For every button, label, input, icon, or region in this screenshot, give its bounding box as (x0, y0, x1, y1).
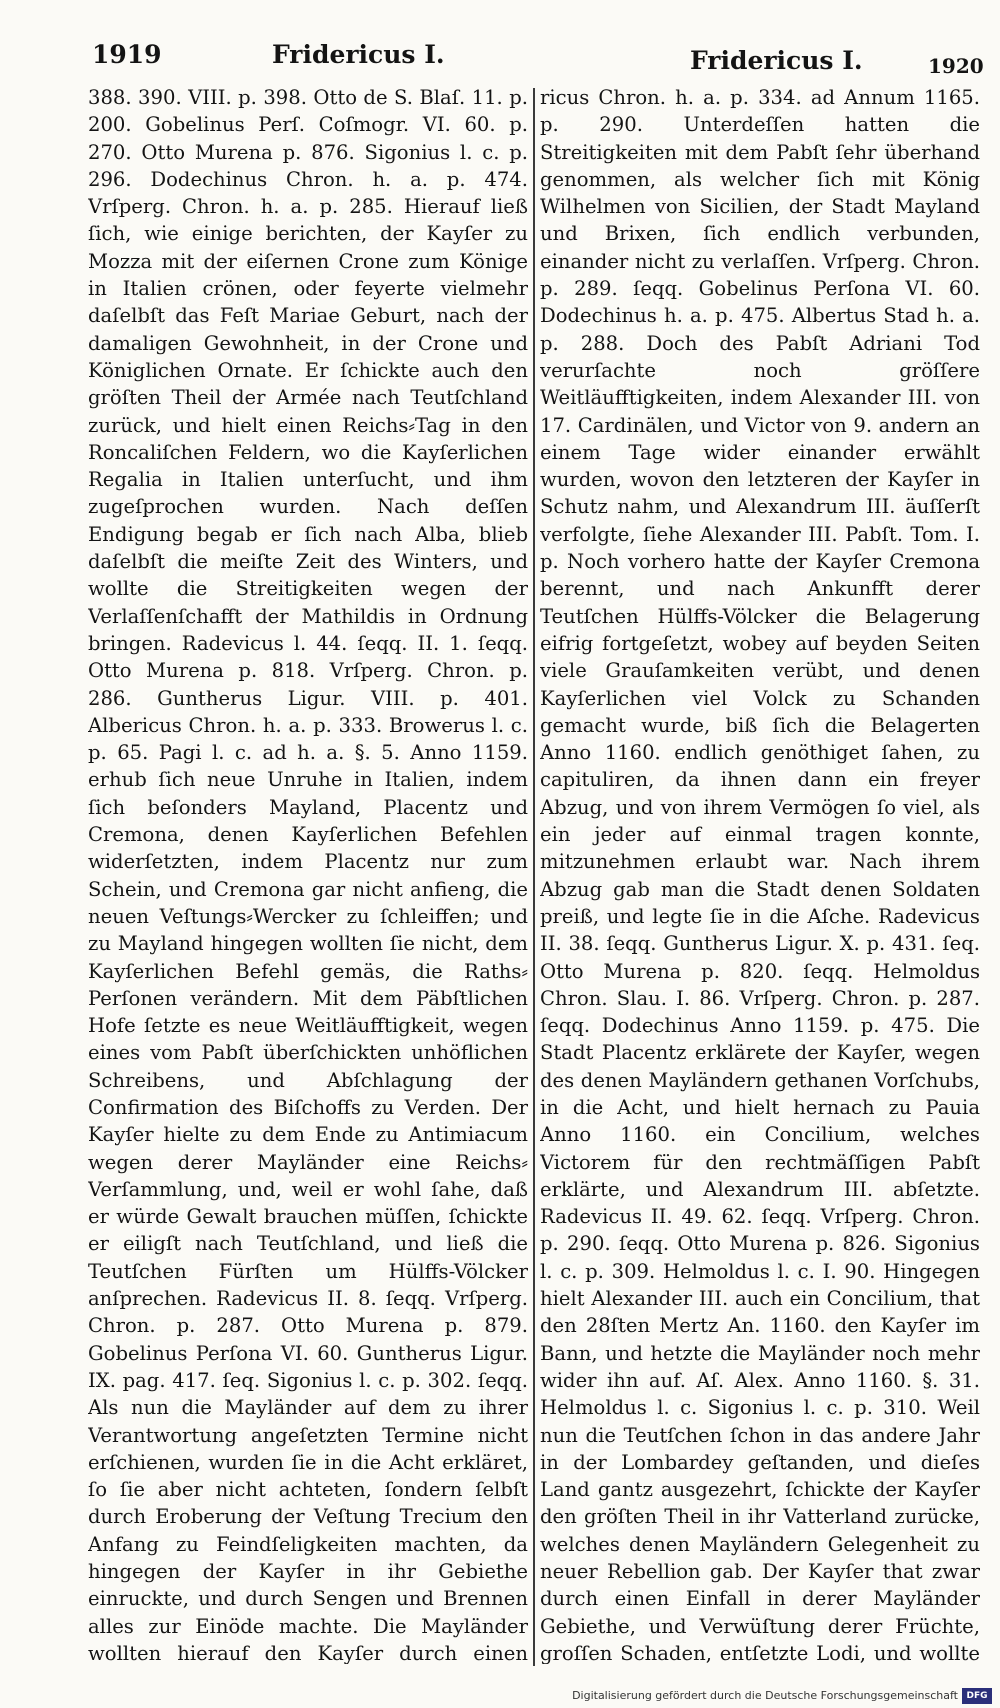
text-column-left (88, 84, 528, 1664)
digitization-credit: Digitalisierung gefördert durch die Deutsche Forschungsgemeinschaft (572, 1689, 958, 1702)
running-title-left: Fridericus I. (272, 40, 445, 69)
page-number-right: 1920 (928, 54, 984, 78)
page-footer (0, 1688, 1000, 1708)
page-number-left: 1919 (92, 40, 162, 69)
page-header (0, 36, 1000, 76)
column-divider (533, 88, 535, 1666)
column-left-text: 388. 390. VIII. p. 398. Otto de S. Blaſ. 11. p. 200. Gobelinus Perſ. Coſmogr. VI. 60. p. 270. Otto Murena p. 876. Sigonius l. c. p. 296. Dodechinus Chron. h. a. p. 474. Vrſperg. Chron. h. a. p. 285. Hierauf ließ ſich, wie einige berichten, der Kayſer zu Mozza mit der eiſernen Crone zum Könige in Italien crönen, oder feyerte vielmehr daſelbſt das Feſt Mariae Geburt, nach der damaligen Gewohnheit, in der Crone und Königlichen Ornate. Er ſchickte auch den gröſten Theil der Armée nach Teutſchland zurück, und hielt einen Reichs⸗Tag in den Roncaliſchen Feldern, wo die Kayſerlichen Regalia in Italien unterſucht, und ihm zugeſprochen wurden. Nach deſſen Endigung begab er ſich nach Alba, blieb daſelbſt die meiſte Zeit des Winters, und wollte die Streitigkeiten wegen der Verlaſſenſchafft der Mathildis in Ordnung bringen. Radevicus l. 44. ſeqq. II. 1. ſeqq. Otto Murena p. 818. Vrſperg. Chron. p. 286. Guntherus Ligur. VIII. p. 401. Albericus Chron. h. a. p. 333. Browerus l. c. p. 65. Pagi l. c. ad h. a. §. 5. Anno 1159. erhub ſich neue Unruhe in Italien, indem ſich beſonders Mayland, Placentz und Cremona, denen Kayſerlichen Befehlen widerſetzten, indem Placentz nur zum Schein, und Cremona gar nicht anfieng, die neuen Veſtungs⸗Wercker zu ſchleiffen; und zu Mayland hingegen wollten ſie nicht, dem Kayſerlichen Befehl gemäs, die Raths⸗Perſonen verändern. Mit dem Päbſtlichen Hofe ſetzte es neue Weitläufftigkeit, wegen eines vom Pabſt überſchickten unhöflichen Schreibens, und Abſchlagung der Confirmation des Biſchoffs zu Verden. Der Kayſer hielte zu dem Ende zu Antimiacum wegen derer Mayländer eine Reichs⸗Verſammlung, und, weil er wohl ſahe, daß er würde Gewalt brauchen müſſen, ſchickte er eiligſt nach Teutſchland, und ließ die Teutſchen Fürſten um Hülffs-Völcker anſprechen. Radevicus II. 8. ſeqq. Vrſperg. Chron. p. 287. Otto Murena p. 879. Gobelinus Perſona VI. 60. Guntherus Ligur. IX. pag. 417. ſeq. Sigonius l. c. p. 302. ſeqq. Als nun die Mayländer auf dem zu ihrer Verantwortung angeſetzten Termine nicht erſchienen, wurden ſie in die Acht erkläret, ſo ſie aber nicht achteten, ſondern ſelbſt durch Eroberung der Veſtung Trecium den Anfang zu Feindſeligkeiten machten, da hingegen der Kayſer in ihr Gebiethe einruckte, und durch Sengen und Brennen alles zur Einöde machte. Die Mayländer wollten hierauf den Kayſer durch einen (88, 86, 528, 1664)
column-right-text: ricus Chron. h. a. p. 334. ad Annum 1165. p. 290. Unterdeſſen hatten die Streitigkeiten mit dem Pabſt ſehr überhand genommen, als welcher ſich mit König Wilhelmen von Sicilien, der Stadt Mayland und Brixen, ſich endlich verbunden, einander nicht zu verlaſſen. Vrſperg. Chron. p. 289. ſeqq. Gobelinus Perſona VI. 60. Dodechinus h. a. p. 475. Albertus Stad h. a. p. 288. Doch des Pabſt Adriani Tod verurſachte noch gröſſere Weitläufftigkeiten, indem Alexander III. von 17. Cardinälen, und Victor von 9. andern an einem Tage wider einander erwählt wurden, wovon den letzteren der Kayſer in Schutz nahm, und Alexandrum III. äuſſerſt verfolgte, ſiehe Alexander III. Pabſt. Tom. I. p. Noch vorhero hatte der Kayſer Cremona berennt, und nach Ankunfft derer Teutſchen Hülffs-Völcker die Belagerung eifrig fortgeſetzt, wobey auf beyden Seiten viele Grauſamkeiten verübt, und denen Kayſerlichen viel Volck zu Schanden gemacht wurde, biß ſich die Belagerten Anno 1160. endlich genöthiget ſahen, zu capituliren, da ihnen dann ein freyer Abzug, und von ihrem Vermögen ſo viel, als ein jeder auf einmal tragen konnte, mitzunehmen erlaubt war. Nach ihrem Abzug gab man die Stadt denen Soldaten preiß, und legte ſie in die Aſche. Radevicus II. 38. ſeqq. Guntherus Ligur. X. p. 431. ſeq. Otto Murena p. 820. ſeqq. Helmoldus Chron. Slau. I. 86. Vrſperg. Chron. p. 287. ſeqq. Dodechinus Anno 1159. p. 475. Die Stadt Placentz erklärete der Kayſer, wegen des denen Mayländern gethanen Vorſchubs, in die Acht, und hielt hernach zu Pauia Anno 1160. ein Concilium, welches Victorem für den rechtmäſſigen Pabſt erklärte, und Alexandrum III. abſetzte. Radevicus II. 49. 62. ſeqq. Vrſperg. Chron. p. 290. ſeqq. Otto Murena p. 826. Sigonius l. c. p. 309. Helmoldus l. c. I. 90. Hingegen hielt Alexander III. auch ein Concilium, that den 28ſten Mertz An. 1160. den Kayſer im Bann, und hetzte die Mayländer noch mehr wider ihn auf. Aſ. Alex. Anno 1160. §. 31. Helmoldus l. c. Sigonius l. c. p. 310. Weil nun die Teutſchen ſchon in das andere Jahr in der Lombardey geſtanden, und dieſes Land gantz ausgezehrt, ſchickte der Kayſer den gröſten Theil in ihr Vatterland zurücke, welches denen Mayländern Gelegenheit zu neuer Rebellion gab. Der Kayſer that zwar durch einen Einfall in derer Mayländer Gebiethe, und Verwüſtung derer Früchte, groſſen Schaden, entſetzte Lodi, und wollte (540, 86, 980, 1664)
dfg-logo: DFG (962, 1688, 992, 1704)
text-column-right (540, 84, 980, 1664)
running-title-right: Fridericus I. (690, 46, 863, 75)
